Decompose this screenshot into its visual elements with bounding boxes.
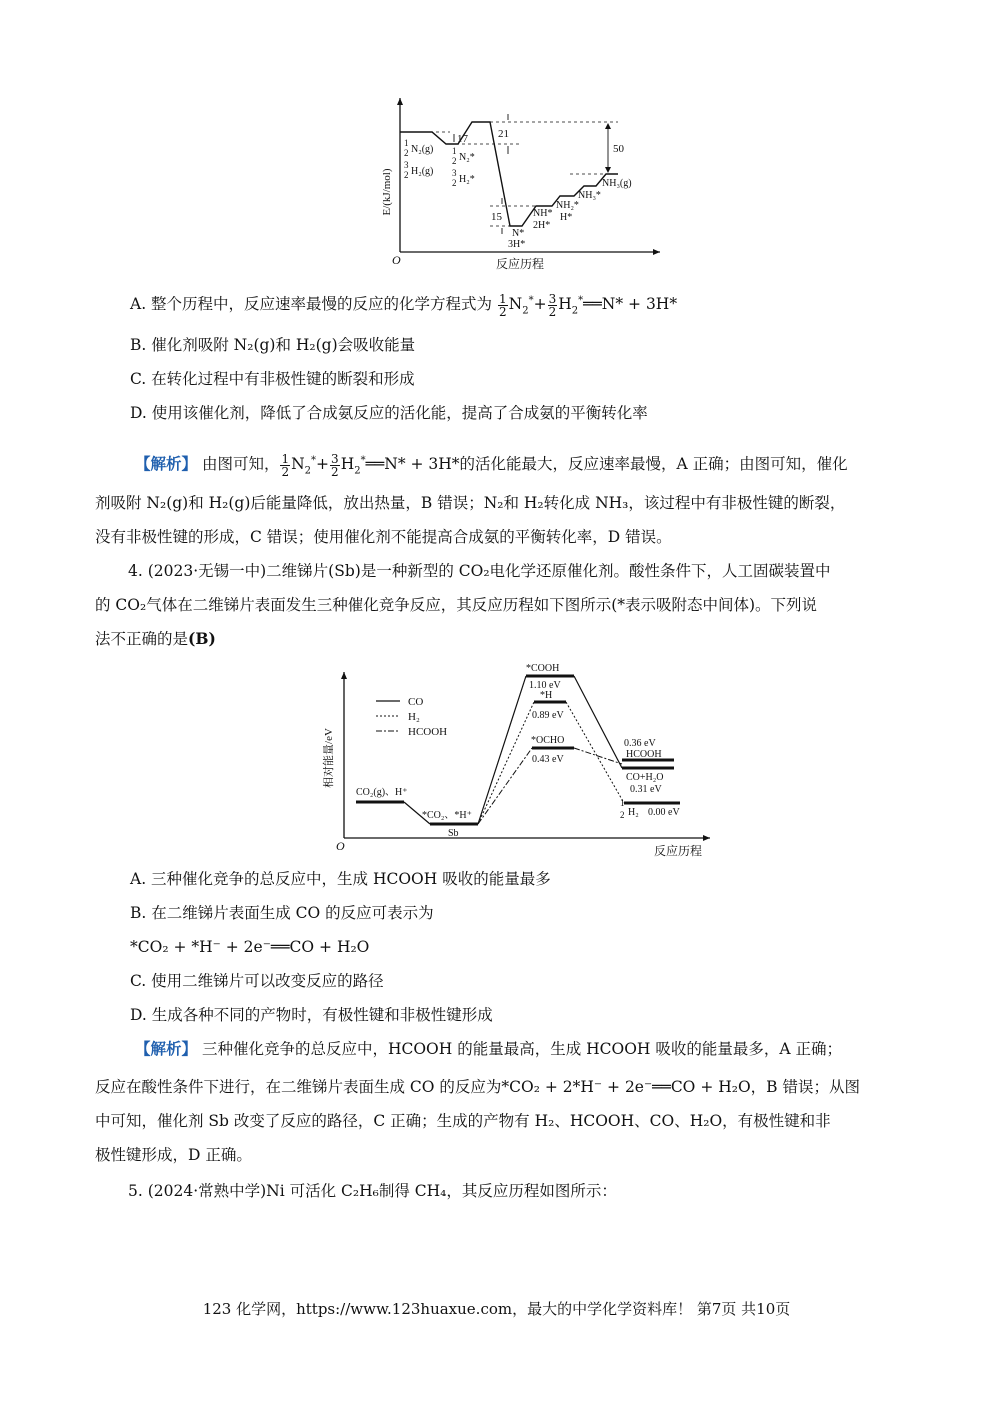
frac-den: 2 [548,304,557,319]
fig2-hcooh-e: 0.36 eV [624,738,656,749]
q5-stem: 5. (2024·常熟中学)Ni 可活化 C₂H₆制得 CH₄，其反应历程如图所示： [128,1182,617,1200]
frac-den: 2 [281,464,290,479]
q3-option-d: D. 使用该催化剂，降低了合成氨反应的活化能，提高了合成氨的平衡转化率 [130,404,648,422]
fig2-cooh: *COOH [526,663,560,674]
fig2-ocho-e: 0.43 eV [532,754,564,765]
q4-stem-text: 法不正确的是 [95,630,189,648]
fig2-sb: Sb [448,828,459,839]
q4-option-d: D. 生成各种不同的产物时，有极性键和非极性键形成 [130,1006,493,1024]
fig2-frac-num: 1 [620,798,625,808]
frac-num: 1 [281,451,290,466]
fig1-frac-num-2: 3 [404,160,409,170]
frac-half [280,453,290,478]
q3-option-a-eq: ══N* + 3H* [583,295,678,314]
fig1-diff-50: 50 [613,143,624,155]
analysis-tag: 【解析】 [135,1039,198,1058]
frac-den: 2 [331,464,339,479]
legend-co: CO [408,696,424,708]
fig1-frac-den-3: 2 [452,156,457,166]
fig1-diff-17: 17 [457,133,468,145]
fig1-h: H* [560,212,573,223]
q4-analysis-line1 [135,1038,940,1060]
fig1-nh2: NH₂* [556,200,579,211]
frac-den: 2 [499,304,507,319]
q4-answer: (B) [188,629,216,648]
fig1-frac-num-4: 3 [452,168,457,178]
fig2-h2: H₂ [628,807,639,818]
page-footer: 123 化学网，https://www.123huaxue.com，最大的中学化学资料库！ 第7页 共10页 [202,1300,791,1318]
fig2-ylabel: 相对能量/eV [323,728,335,788]
fig1-nh3-ads: NH₃* [578,190,601,201]
q3-analysis-text-a: 由图可知， [201,455,280,474]
fig2-hcooh: HCOOH [626,749,662,760]
frac-three-half [330,453,340,478]
fig1-nh3g: NH₃(g) [602,178,632,189]
q4-option-b-eq: *CO₂ + *H⁻ + 2e⁻══CO + H₂O [130,938,370,956]
legend-h2: H₂ [408,711,420,723]
fig1-start-h2: H₂(g) [411,166,434,177]
fig2-h: *H [540,690,553,701]
q4-stem-line2: 的 CO₂气体在二维锑片表面发生三种催化竞争反应，其反应历程如下图所示(*表示吸附态中间体)。下列说 [95,596,818,614]
frac-num: 3 [331,451,339,466]
fig1-xlabel: 反应历程 [495,257,545,271]
q4-option-a: A. 三种催化竞争的总反应中，生成 HCOOH 吸收的能量最多 [130,870,551,888]
fig1-ads-h2: H₂* [459,174,475,185]
q4-analysis-line3: 中可知，催化剂 Sb 改变了反应的路径，C 正确；生成的产物有 H₂、HCOOH、CO、H₂O，有极性键和非 [95,1112,831,1130]
q3-option-a-text: A. 整个历程中，反应速率最慢的反应的化学方程式为 [130,295,493,314]
q3-option-b: B. 催化剂吸附 N₂(g)和 H₂(g)会吸收能量 [130,336,416,354]
fig1-frac-num-1: 1 [404,138,409,148]
legend-hcooh: HCOOH [408,726,448,738]
fig1-2h: 2H* [533,220,551,231]
frac-num: 1 [499,291,507,306]
q4-stem-line1: 4. (2023·无锡一中)二维锑片(Sb)是一种新型的 CO₂电化学还原催化剂。酸性条件下，人工固碳装置中 [128,562,831,580]
fig2-co-h2o: CO+H₂O [626,772,664,783]
fig2-frac-den: 2 [620,810,625,820]
frac-half [498,293,508,318]
q3-option-c: C. 在转化过程中有非极性键的断裂和形成 [130,370,415,388]
q3-analysis-line1: 【解析】 由图可知， $\frac{1}{2}$ $N_2^*+$ $\frac{3}{2}$ $H_2^*══N* + 3H*$的活化能最大，反应速率最慢，A 正确；由图可知，催化 [135,451,848,479]
analysis-tag: 【解析】 [135,454,198,474]
fig2-xlabel: 反应历程 [653,844,703,858]
q4-analysis-line2: 反应在酸性条件下进行，在二维锑片表面生成 CO 的反应为*CO₂ + 2*H⁻ + 2e⁻══CO + H₂O，B 错误；从图 [95,1078,860,1096]
fig1-3hstar: 3H* [508,239,526,250]
q4-option-c: C. 使用二维锑片可以改变反应的路径 [130,972,384,990]
frac-three-half [548,293,558,318]
fig2-co-e: 0.31 eV [630,784,662,795]
fig1-ylabel: E/(kJ/mol) [381,168,393,216]
fig1-nstar: N* [512,228,525,239]
fig1-ads-n2: N₂* [459,152,475,163]
fig2-h2-e: 0.00 eV [648,807,680,818]
fig2-ocho: *OCHO [531,735,565,746]
fig2-start: CO₂(g)、H⁺ [356,787,408,798]
fig1-origin: O [392,253,401,267]
fig1-start-n2: N₂(g) [411,144,434,155]
fig2-h-e: 0.89 eV [532,710,564,721]
fig1-frac-num-3: 1 [452,146,457,156]
q4-option-b: B. 在二维锑片表面生成 CO 的反应可表示为 [130,904,434,922]
sb-energy-diagram [318,658,718,863]
q4-analysis-line4: 极性键形成，D 正确。 [95,1146,252,1164]
fig2-intermediate: *CO₂、*H⁺ [422,810,472,821]
q3-analysis-line3: 没有非极性键的形成，C 错误；使用催化剂不能提高合成氨的平衡转化率，D 错误。 [95,528,672,546]
fig1-frac-den-4: 2 [452,178,457,188]
q4-analysis-text: 三种催化竞争的总反应中，HCOOH 的能量最高，生成 HCOOH 吸收的能量最多，A 正确； [201,1040,842,1058]
fig1-frac-den-2: 2 [404,170,409,180]
q3-option-a: A. 整个历程中，反应速率最慢的反应的化学方程式为 $\frac{1}{2}$ $N_2^*+$ $\frac{3}{2}$ $H_2^*══N* + 3H*$ [130,291,678,319]
frac-num: 3 [548,291,557,306]
fig2-origin: O [336,839,345,853]
fig1-frac-den-1: 2 [404,148,409,158]
ammonia-energy-diagram [370,92,670,272]
fig2-cooh-e: 1.10 eV [529,680,561,691]
fig1-nh: NH* [533,208,553,219]
fig1-diff-15: 15 [491,211,502,223]
fig1-diff-21: 21 [498,128,509,140]
q3-analysis-text-b: ══N* + 3H*的活化能最大，反应速率最慢，A 正确；由图可知，催化 [365,455,848,474]
q4-stem-line3 [95,628,900,650]
q3-analysis-line2: 剂吸附 N₂(g)和 H₂(g)后能量降低，放出热量，B 错误；N₂和 H₂转化成 NH₃，该过程中有非极性键的断裂， [95,494,846,512]
